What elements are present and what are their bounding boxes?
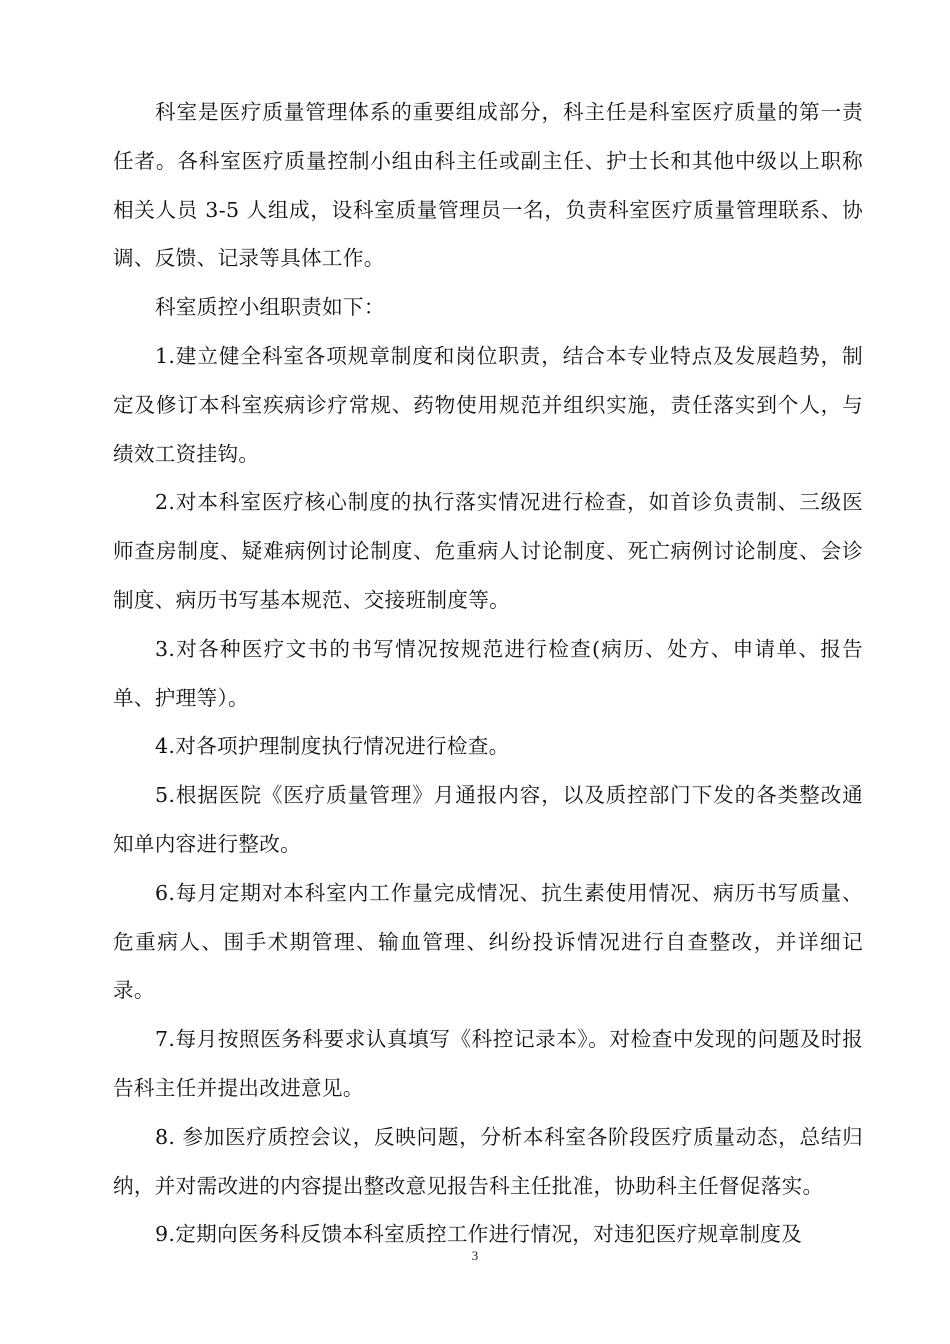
- paragraph-item-3: 3.对各种医疗文书的书写情况按规范进行检查(病历、处方、申请单、报告单、护理等）。: [113, 636, 863, 710]
- paragraph-item-4: 4.对各项护理制度执行情况进行检查。: [155, 734, 510, 759]
- paragraph-item-7: 7.每月按照医务科要求认真填写《科控记录本》。对检查中发现的问题及时报告科主任并提出改进意见。: [113, 1027, 863, 1100]
- paragraph-item-6: 6.每月定期对本科室内工作量完成情况、抗生素使用情况、病历书写质量、危重病人、围手术期管理、输血管理、纠纷投诉情况进行自查整改，并详细记录。: [113, 880, 863, 1003]
- paragraph-item-2: 2.对本科室医疗核心制度的执行落实情况进行检查，如首诊负责制、三级医师查房制度、疑难病例讨论制度、危重病人讨论制度、死亡病例讨论制度、会诊制度、病历书写基本规范、交接班制度等。: [113, 490, 863, 612]
- paragraph-duties-heading: 科室质控小组职责如下：: [155, 295, 385, 320]
- document-body: [113, 88, 863, 1259]
- page-number: 3: [471, 1248, 479, 1263]
- paragraph-item-5: 5.根据医院《医疗质量管理》月通报内容，以及质控部门下发的各类整改通知单内容进行整改。: [113, 783, 863, 856]
- paragraph-item-1: 1.建立健全科室各项规章制度和岗位职责，结合本专业特点及发展趋势，制定及修订本科室疾病诊疗常规、药物使用规范并组织实施，责任落实到个人，与绩效工资挂钩。: [113, 343, 863, 466]
- paragraph-item-9: 9.定期向医务科反馈本科室质控工作进行情况，对违犯医疗规章制度及: [155, 1222, 803, 1247]
- paragraph-intro: 科室是医疗质量管理体系的重要组成部分，科主任是科室医疗质量的第一责任者。各科室医疗质量控制小组由科主任或副主任、护士长和其他中级以上职称相关人员 3-5 人组成，设科室质量管理员一名，负责科室医疗质量管理联系、协调、反馈、记录等具体工作。: [113, 100, 863, 271]
- paragraph-item-8: 8. 参加医疗质控会议，反映问题，分析本科室各阶段医疗质量动态，总结归纳，并对需改进的内容提出整改意见报告科主任批准，协助科主任督促落实。: [113, 1124, 863, 1198]
